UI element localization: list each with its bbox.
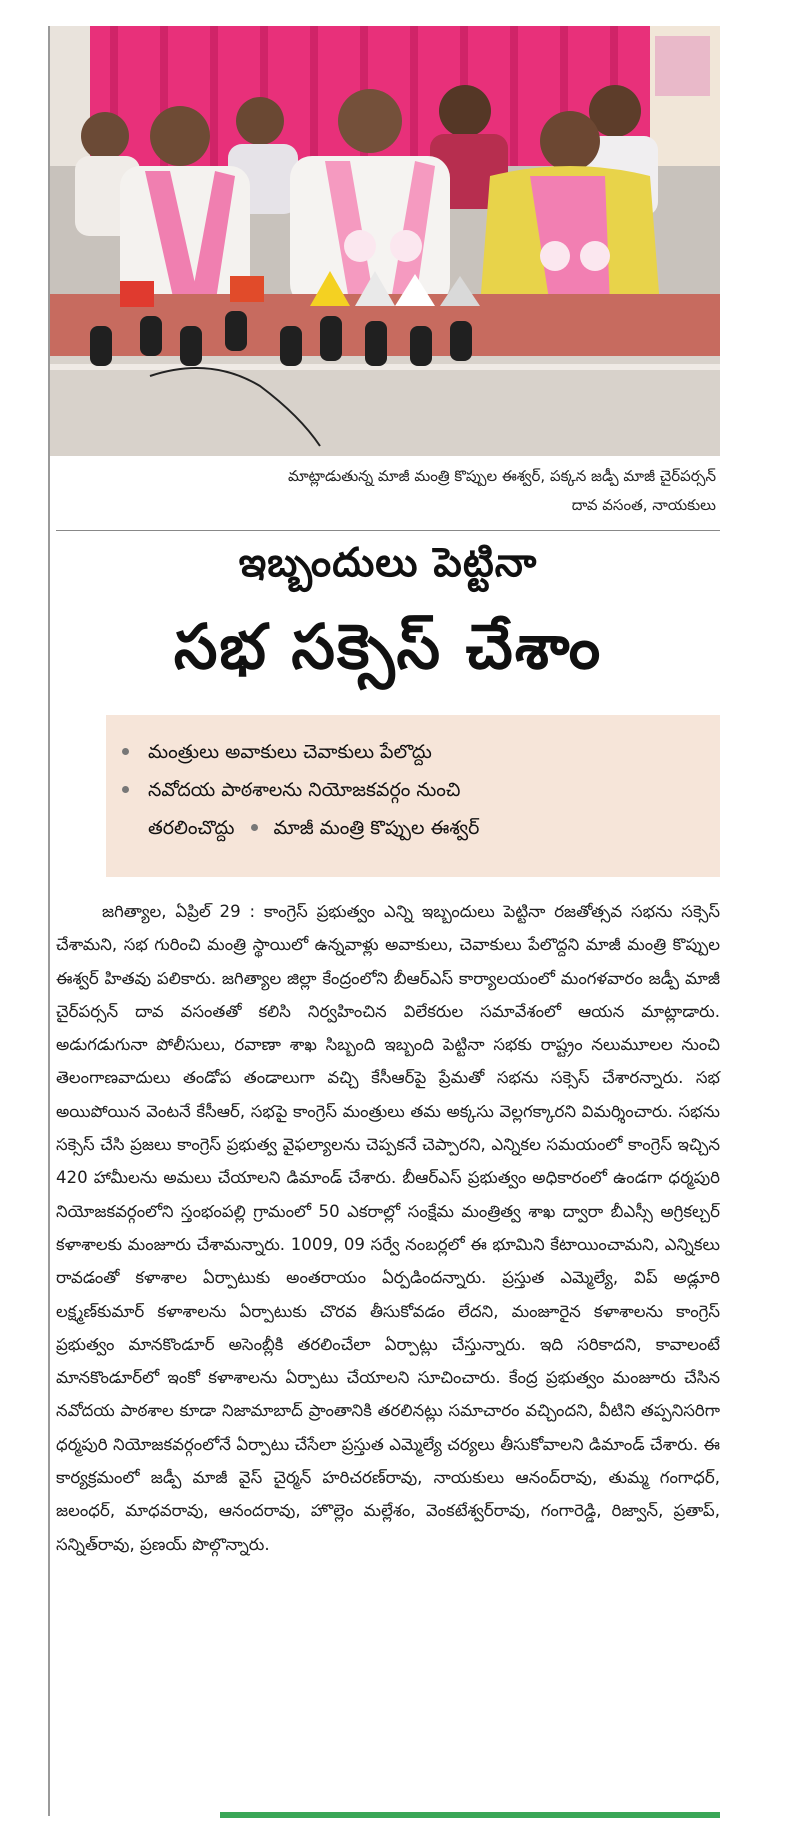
caption-divider <box>56 530 720 531</box>
highlights-box <box>106 715 720 877</box>
bullet-icon <box>122 786 129 793</box>
highlight-item <box>148 809 700 847</box>
bullet-icon <box>251 824 258 831</box>
highlight-item <box>148 733 700 771</box>
bottom-color-bar <box>220 1812 720 1818</box>
caption-line-1: మాట్లాడుతున్న మాజీ మంత్రి కొప్పుల ఈశ్వర్, పక్కన జడ్పీ మాజీ చైర్‌పర్సన్ <box>287 467 716 485</box>
kicker-headline: ఇబ్బందులు పెట్టినా <box>238 540 538 586</box>
press-meet-photo <box>50 26 720 456</box>
article-body: జగిత్యాల, ఏప్రిల్ 29 : కాంగ్రెస్ ప్రభుత్వం ఎన్ని ఇబ్బందులు పెట్టినా రజతోత్సవ సభను సక్సెస్ చేశామని, సభ గురించి మంత్రి స్థాయిలో ఉన్నవాళ్లు అవాకులు, చెవాకులు పేలొద్దని మాజీ మంత్రి కొప్పుల ఈశ్వర్ హితవు పలికారు. జగిత్యాల జిల్లా కేంద్రంలోని బీఆర్ఎస్ కార్యాలయంలో మంగళవారం జడ్పీ మాజీ చైర్‌పర్సన్ దావ వసంతతో కలిసి నిర్వహించిన విలేకరుల సమావేశంలో ఆయన మాట్లాడారు. అడుగడుగునా పోలీసులు, రవాణా శాఖ సిబ్బంది ఇబ్బంది పెట్టినా సభకు రాష్ట్రం నలుమూలల నుంచి తెలంగాణవాదులు తండోప తండాలుగా వచ్చి కేసీఆర్‌పై ప్రేమతో సభను సక్సెస్ చేశారన్నారు. సభ అయిపోయిన వెంటనే కేసీఆర్, సభపై కాంగ్రెస్ మంత్రులు తమ అక్కసు వెల్లగక్కారని విమర్శించారు. సభను సక్సెస్ చేసి ప్రజలు కాంగ్రెస్ ప్రభుత్వ వైఫల్యాలను చెప్పకనే చెప్పారని, ఎన్నికల సమయంలో కాంగ్రెస్ ఇచ్చిన 420 హామీలను అమలు చేయాలని డిమాండ్ చేశారు. బీఆర్ఎస్ ప్రభుత్వం అధికారంలో ఉండగా ధర్మపురి నియోజకవర్గంలోని స్తంభంపల్లి గ్రామంలో 50 ఎకరాల్లో సంక్షేమ మంత్రిత్వ శాఖ ద్వారా బీఎస్సీ అగ్రికల్చర్ కళాశాలకు మంజూరు చేశామన్నారు. 1009, 09 సర్వే నంబర్లలో ఈ భూమిని కేటాయించామని, ఎన్నికలు రావడంతో కళాశాల ఏర్పాటుకు అంతరాయం ఏర్పడిందన్నారు. ప్రస్తుత ఎమ్మెల్యే, విప్ అడ్లూరి లక్ష్మణ్‌కుమార్ కళాశాలను ఏర్పాటుకు చొరవ తీసుకోవడం లేదని, మంజూరైన కళాశాలను కాంగ్రెస్ ప్రభుత్వం మానకొండూర్ అసెంబ్లీకి తరలించేలా ఏర్పాట్లు చేస్తున్నారు. ఇది సరికాదని, కావాలంటే మానకొండూర్‌లో ఇంకో కళాశాలను ఏర్పాటు చేయాలని సూచించారు. కేంద్ర ప్రభుత్వం మంజూరు చేసిన నవోదయ పాఠశాల కూడా నిజామాబాద్ ప్రాంతానికి తరలినట్లు సమాచారం వచ్చిందని, వీటిని తప్పనిసరిగా ధర్మపురి నియోజకవర్గంలోనే ఏర్పాటు చేసేలా ప్రస్తుత ఎమ్మెల్యే చర్యలు తీసుకోవాలని డిమాండ్ చేశారు. ఈ కార్యక్రమంలో జడ్పీ మాజీ వైస్ చైర్మన్ హరిచరణ్‌రావు, నాయకులు ఆనంద్‌రావు, తుమ్మ గంగాధర్, జలంధర్, మాధవరావు, ఆనందరావు, హొల్లెం మల్లేశం, వెంకటేశ్వర్‌రావు, గంగారెడ్డి, రిజ్వాన్, ప్రతాప్, సన్నిత్‌రావు, ప్రణయ్ పొల్గొన్నారు. <box>56 902 720 1554</box>
caption-line-2: దావ వసంత, నాయకులు <box>571 496 716 514</box>
main-headline: సభ సక్సెస్ చేశాం <box>173 610 603 683</box>
bullet-icon <box>122 748 129 755</box>
highlight-text: మంత్రులు అవాకులు చెవాకులు పేలొద్దు <box>148 741 432 763</box>
highlight-attribution: మాజీ మంత్రి కొప్పుల ఈశ్వర్ <box>273 817 480 839</box>
highlight-item <box>148 771 700 809</box>
highlight-text: తరలించొద్దు <box>148 817 235 839</box>
photo-caption <box>56 462 716 520</box>
highlight-text: నవోదయ పాఠశాలను నియోజకవర్గం నుంచి <box>148 779 461 801</box>
